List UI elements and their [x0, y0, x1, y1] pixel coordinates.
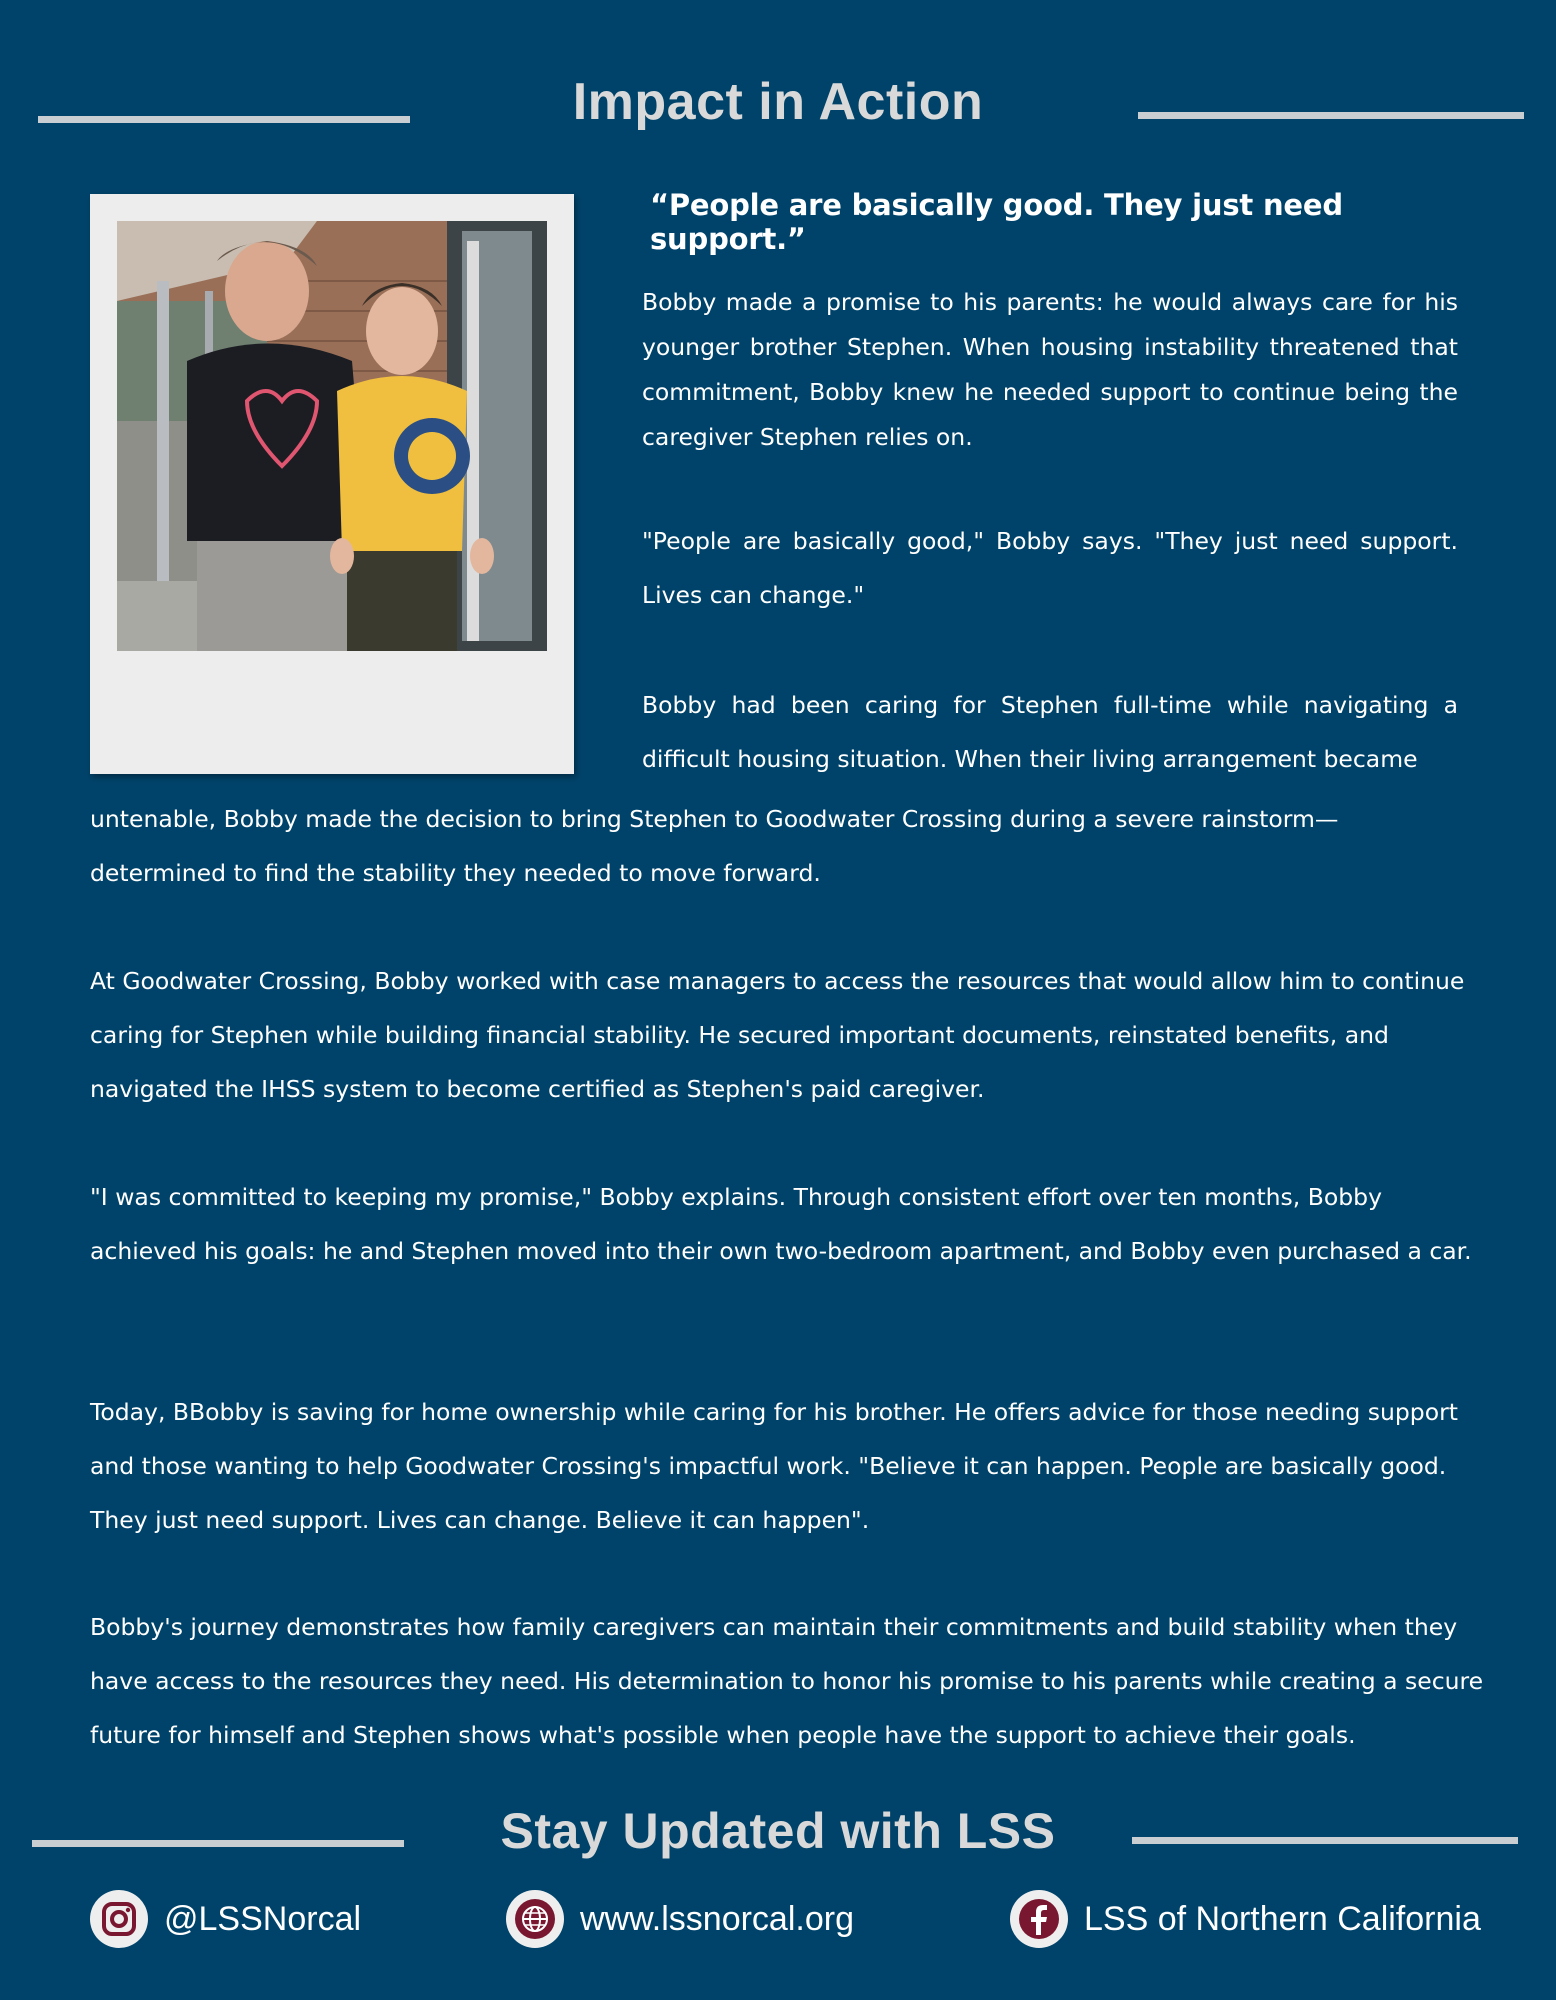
story-paragraph-3-top: Bobby had been caring for Stephen full-time while navigating a difficult housing situation. When their living arrangement became	[642, 691, 1458, 773]
story-paragraph-3-bottom: untenable, Bobby made the decision to bring Stephen to Goodwater Crossing during a severe rainstorm—determined to find the stability they needed to move forward.	[90, 805, 1339, 887]
instagram-icon	[90, 1890, 148, 1948]
page-title: Impact in Action	[572, 73, 984, 131]
story-paragraph-7: Bobby's journey demonstrates how family caregivers can maintain their commitments and build stability when they have access to the resources they need. His determination to honor his promise to his parents while creating a secure future for himself and Stephen shows what's possible when people have the support to achieve their goals.	[90, 1613, 1484, 1749]
website-link[interactable]	[506, 1890, 854, 1948]
website-url: www.lssnorcal.org	[580, 1899, 854, 1938]
story-paragraph-1: Bobby made a promise to his parents: he would always care for his younger brother Stephen. When housing instability threatened that commitment, Bobby knew he needed support to continue being the caregiver Stephen relies on.	[642, 288, 1458, 451]
globe-icon	[506, 1890, 564, 1948]
facebook-page-name: LSS of Northern California	[1084, 1899, 1481, 1938]
instagram-handle: @LSSNorcal	[164, 1899, 362, 1938]
instagram-link[interactable]	[90, 1890, 361, 1948]
story-paragraph-5: "I was committed to keeping my promise," Bobby explains. Through consistent effort over ten months, Bobby achieved his goals: he and Stephen moved into their own two-bedroom apartment, and Bobby even purchased a car.	[90, 1183, 1472, 1265]
story-paragraph-4: At Goodwater Crossing, Bobby worked with case managers to access the resources that would allow him to continue caring for Stephen while building financial stability. He secured important documents, reinstated benefits, and navigated the IHSS system to become certified as Stephen's paid caregiver.	[90, 967, 1465, 1103]
facebook-link[interactable]	[1010, 1890, 1481, 1948]
brothers-photo	[117, 221, 547, 651]
story-paragraph-2: "People are basically good," Bobby says. "They just need support. Lives can change."	[642, 527, 1458, 609]
photo-frame	[90, 194, 574, 774]
footer-title: Stay Updated with LSS	[500, 1803, 1056, 1859]
facebook-icon	[1010, 1890, 1068, 1948]
story-paragraph-6: Today, BBobby is saving for home ownership while caring for his brother. He offers advice for those needing support and those wanting to help Goodwater Crossing's impactful work. "Believe it can happen. People are basically good. They just need support. Lives can change. Believe it can happen".	[90, 1398, 1458, 1534]
pull-quote: “People are basically good. They just need support.”	[650, 188, 1343, 256]
